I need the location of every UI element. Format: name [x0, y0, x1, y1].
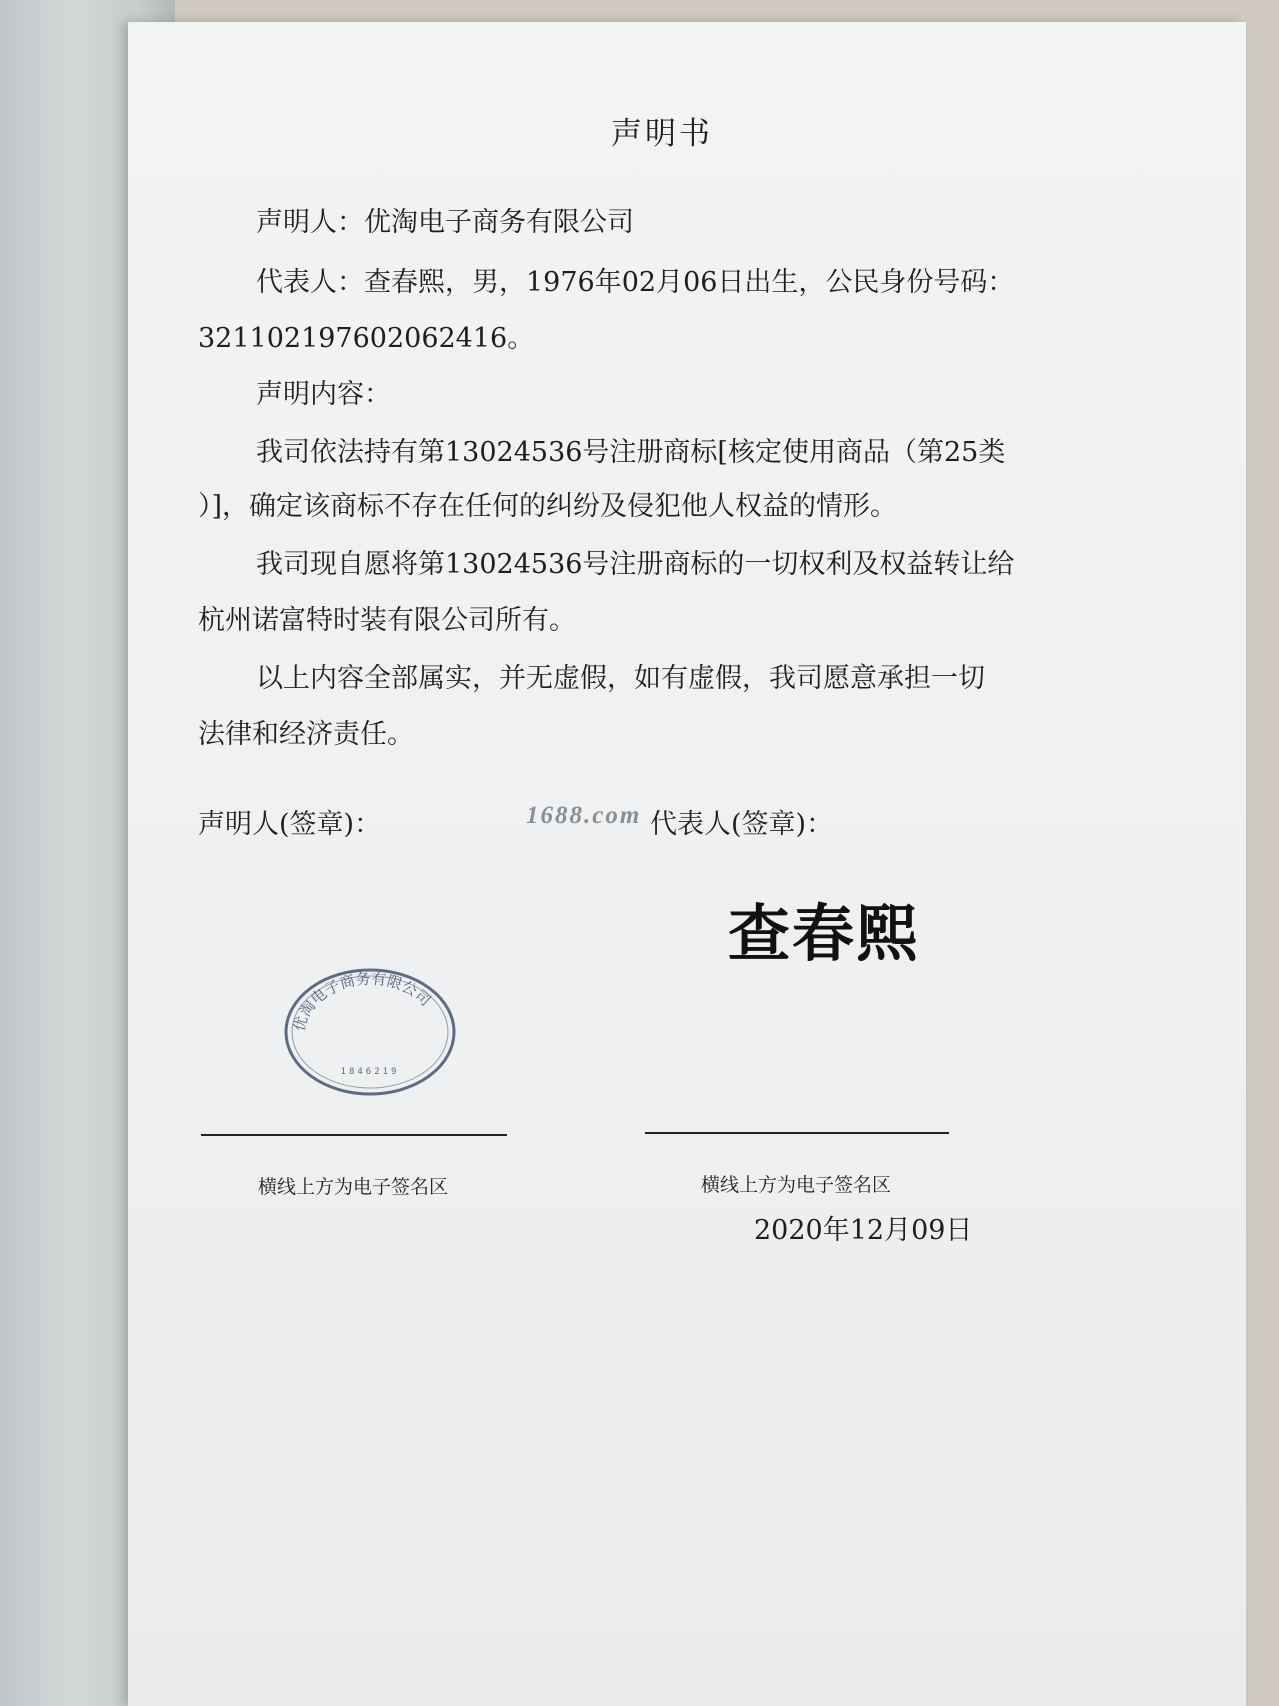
left-signature-caption: 横线上方为电子签名区	[258, 1176, 449, 1198]
representative-line-2: 321102197602062416。	[198, 323, 535, 354]
stamp-number: 1846219	[340, 1067, 400, 1077]
document-date: 2020年12月09日	[754, 1215, 973, 1246]
declarant-line: 声明人：优淘电子商务有限公司	[256, 207, 634, 238]
declarant-signature-label: 声明人(签章)：	[198, 809, 382, 840]
right-signature-line	[645, 1132, 949, 1134]
right-signature-caption: 横线上方为电子签名区	[701, 1174, 892, 1196]
left-signature-line	[201, 1134, 507, 1136]
content-heading: 声明内容：	[256, 379, 391, 410]
paragraph-2-line-2: 杭州诺富特时装有限公司所有。	[198, 605, 576, 636]
paragraph-1-line-2: ）]，确定该商标不存在任何的纠纷及侵犯他人权益的情形。	[198, 491, 898, 522]
paragraph-3-line-2: 法律和经济责任。	[198, 719, 414, 750]
document-title: 声明书	[611, 116, 713, 152]
paragraph-3-line-1: 以上内容全部属实，并无虚假，如有虚假，我司愿意承担一切	[256, 663, 985, 694]
handwritten-signature: 查春熙	[728, 897, 921, 970]
watermark: 1688.com	[526, 802, 642, 829]
representative-line-1: 代表人：查春熙，男，1976年02月06日出生，公民身份号码：	[256, 267, 1015, 298]
company-seal-stamp	[282, 966, 458, 1098]
stamp-text: 优淘电子商务有限公司	[290, 969, 435, 1034]
paragraph-2-line-1: 我司现自愿将第13024536号注册商标的一切权利及权益转让给	[256, 549, 1015, 580]
document-page	[128, 22, 1246, 1706]
paragraph-1-line-1: 我司依法持有第13024536号注册商标[核定使用商品（第25类	[256, 437, 1006, 468]
representative-signature-label: 代表人(签章)：	[650, 809, 834, 840]
